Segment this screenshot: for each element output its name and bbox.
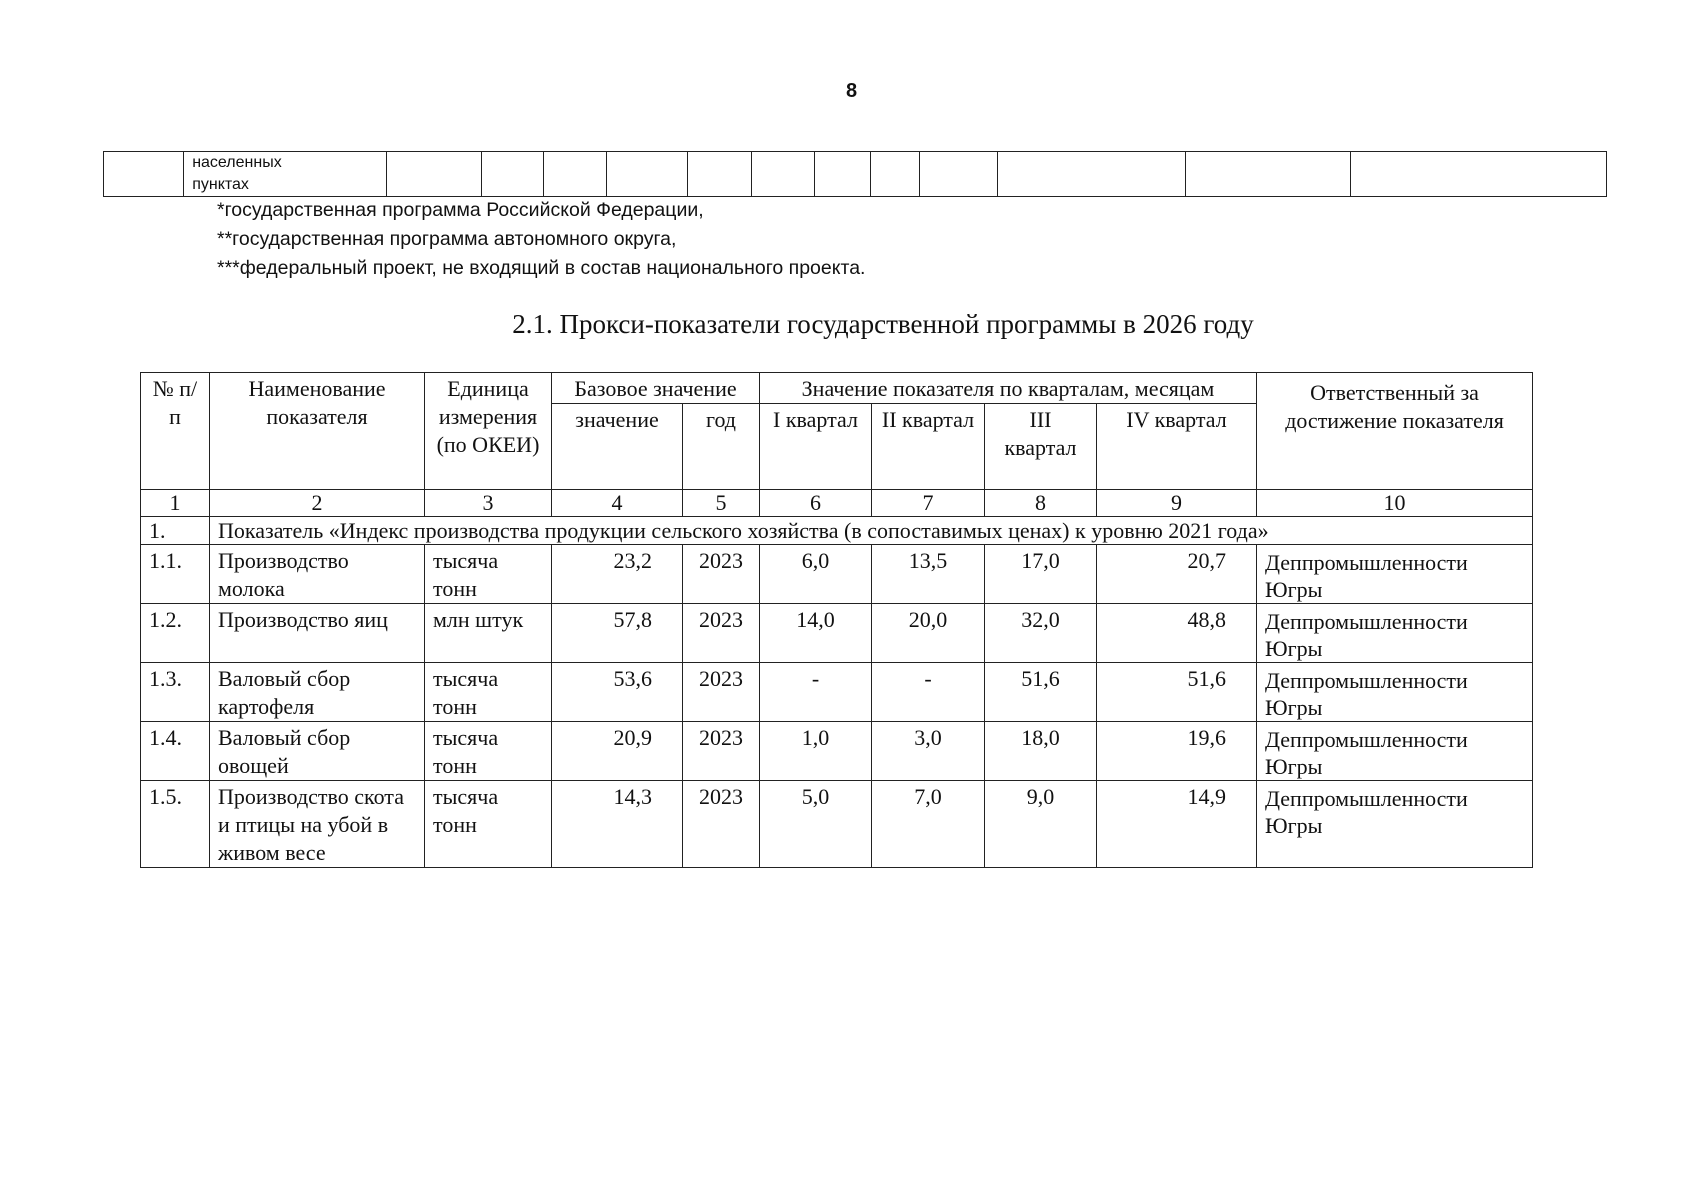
proxy-indicators-table — [140, 372, 1533, 868]
row-base-value: 53,6 — [552, 663, 683, 722]
row-q1: 6,0 — [760, 545, 872, 604]
row-q3: 51,6 — [985, 663, 1097, 722]
header-num: № п/п — [141, 373, 210, 490]
group-title: Показатель «Индекс производства продукции сельского хозяйства (в сопоставимых ценах) к уровню 2021 года» — [210, 517, 1533, 545]
group-row — [141, 517, 1533, 545]
page-number: 8 — [846, 80, 858, 102]
row-base-year: 2023 — [683, 781, 760, 868]
header-base-year: год — [683, 404, 760, 490]
row-q1: - — [760, 663, 872, 722]
row-name: Валовый сбор картофеля — [210, 663, 425, 722]
column-number-row — [141, 490, 1533, 517]
column-number: 8 — [985, 490, 1097, 517]
row-responsible: Деппромышленности Югры — [1257, 663, 1533, 722]
table-row — [141, 545, 1533, 604]
column-number: 3 — [425, 490, 552, 517]
header-base: Базовое значение — [552, 373, 760, 404]
section-title: 2.1. Прокси-показатели государственной программы в 2026 году — [512, 309, 1254, 339]
footnote: *государственная программа Российской Федерации, — [217, 199, 704, 221]
row-q1: 14,0 — [760, 604, 872, 663]
row-q3: 17,0 — [985, 545, 1097, 604]
row-base-year: 2023 — [683, 545, 760, 604]
row-q2: 20,0 — [872, 604, 985, 663]
header-q1: I квартал — [760, 404, 872, 490]
group-num: 1. — [141, 517, 210, 545]
row-q4: 51,6 — [1097, 663, 1257, 722]
table-row — [141, 781, 1533, 868]
row-name: Производство молока — [210, 545, 425, 604]
row-name: Производство яиц — [210, 604, 425, 663]
row-q2: 3,0 — [872, 722, 985, 781]
row-responsible: Деппромышленности Югры — [1257, 722, 1533, 781]
continuation-cell — [184, 152, 387, 197]
row-q3: 32,0 — [985, 604, 1097, 663]
row-q2: 13,5 — [872, 545, 985, 604]
header-responsible: Ответственный за достижение показателя — [1257, 373, 1533, 490]
header-q4: IV квартал — [1097, 404, 1257, 490]
header-unit: Единица измерения (по ОКЕИ) — [425, 373, 552, 490]
header-name: Наименование показателя — [210, 373, 425, 490]
row-num: 1.4. — [141, 722, 210, 781]
row-unit: тысяча тонн — [425, 781, 552, 868]
column-number: 7 — [872, 490, 985, 517]
row-base-year: 2023 — [683, 604, 760, 663]
header-row — [141, 373, 1533, 404]
row-base-value: 20,9 — [552, 722, 683, 781]
column-number: 6 — [760, 490, 872, 517]
row-unit: тысяча тонн — [425, 545, 552, 604]
row-q1: 1,0 — [760, 722, 872, 781]
row-unit: тысяча тонн — [425, 722, 552, 781]
column-number: 2 — [210, 490, 425, 517]
row-num: 1.5. — [141, 781, 210, 868]
footnote: ***федеральный проект, не входящий в состав национального проекта. — [217, 257, 866, 279]
row-name: Валовый сбор овощей — [210, 722, 425, 781]
table-row — [141, 663, 1533, 722]
row-responsible: Деппромышленности Югры — [1257, 545, 1533, 604]
row-q3: 9,0 — [985, 781, 1097, 868]
footnote: **государственная программа автономного округа, — [217, 228, 677, 250]
footnotes — [217, 196, 865, 283]
column-number: 10 — [1257, 490, 1533, 517]
continuation-line: населенных — [192, 154, 282, 171]
row-base-value: 57,8 — [552, 604, 683, 663]
row-q1: 5,0 — [760, 781, 872, 868]
row-q3: 18,0 — [985, 722, 1097, 781]
continuation-table — [103, 151, 1607, 197]
table-row — [104, 152, 1607, 197]
table-row — [141, 604, 1533, 663]
continuation-line: пунктах — [192, 176, 249, 193]
header-q2: II квартал — [872, 404, 985, 490]
table-row — [141, 722, 1533, 781]
row-base-value: 14,3 — [552, 781, 683, 868]
row-base-year: 2023 — [683, 663, 760, 722]
column-number: 1 — [141, 490, 210, 517]
column-number: 5 — [683, 490, 760, 517]
row-responsible: Деппромышленности Югры — [1257, 604, 1533, 663]
column-number: 4 — [552, 490, 683, 517]
row-base-year: 2023 — [683, 722, 760, 781]
row-q4: 19,6 — [1097, 722, 1257, 781]
column-number: 9 — [1097, 490, 1257, 517]
row-q4: 20,7 — [1097, 545, 1257, 604]
row-q2: 7,0 — [872, 781, 985, 868]
row-q4: 14,9 — [1097, 781, 1257, 868]
row-q2: - — [872, 663, 985, 722]
row-num: 1.2. — [141, 604, 210, 663]
row-unit: тысяча тонн — [425, 663, 552, 722]
header-base-value: значение — [552, 404, 683, 490]
header-q3: III квартал — [985, 404, 1097, 490]
row-responsible: Деппромышленности Югры — [1257, 781, 1533, 868]
row-base-value: 23,2 — [552, 545, 683, 604]
row-num: 1.1. — [141, 545, 210, 604]
row-num: 1.3. — [141, 663, 210, 722]
row-name: Производство скота и птицы на убой в живом весе — [210, 781, 425, 868]
header-quarters: Значение показателя по кварталам, месяцам — [760, 373, 1257, 404]
row-q4: 48,8 — [1097, 604, 1257, 663]
row-unit: млн штук — [425, 604, 552, 663]
